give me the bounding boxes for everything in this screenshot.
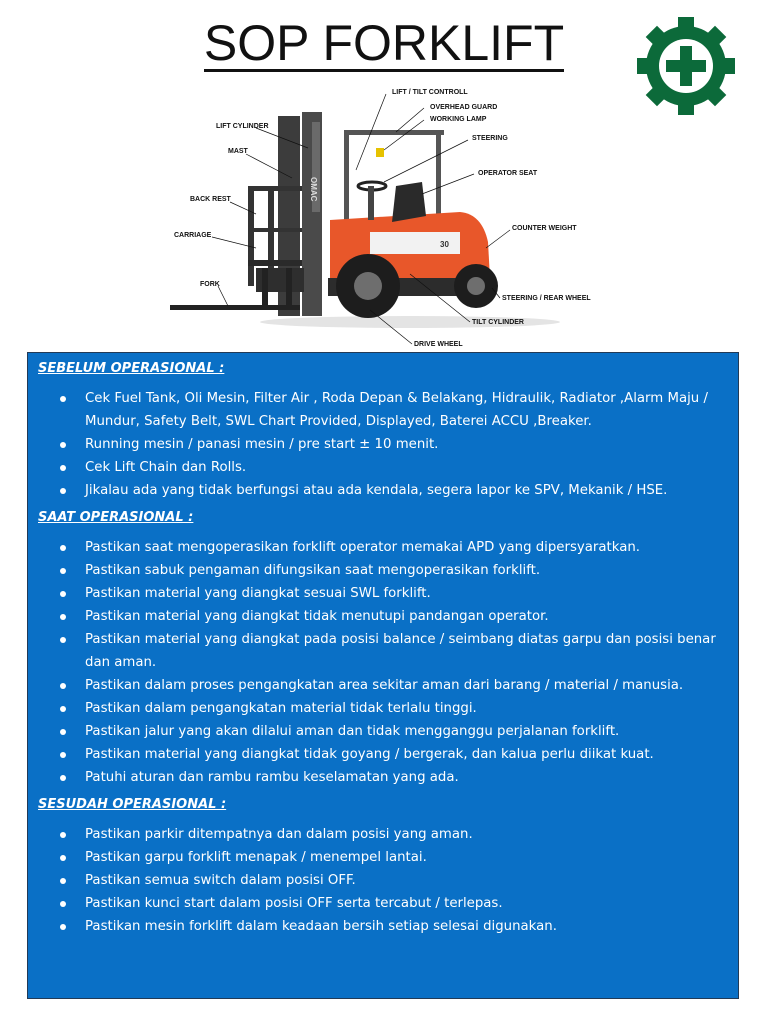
list-item: Running mesin / panasi mesin / pre start ± 10 menit. <box>38 433 728 456</box>
body-model: 30 <box>440 240 449 249</box>
list-item: Pastikan mesin forklift dalam keadaan bersih setiap selesai digunakan. <box>38 915 728 938</box>
label-working-lamp: WORKING LAMP <box>430 116 487 123</box>
list-item: Pastikan material yang diangkat pada posisi balance / seimbang diatas garpu dan posisi benar dan aman. <box>38 628 728 674</box>
section-heading: SESUDAH OPERASIONAL : <box>38 797 227 812</box>
page-title-text: SOP FORKLIFT <box>203 15 565 71</box>
list-item: Pastikan sabuk pengaman difungsikan saat mengoperasikan forklift. <box>38 559 728 582</box>
k3-safety-gear-cross-icon <box>630 16 742 116</box>
label-lift-cylinder: LIFT CYLINDER <box>216 123 269 130</box>
list-item: Jikalau ada yang tidak berfungsi atau ada kendala, segera lapor ke SPV, Mekanik / HSE. <box>38 479 728 502</box>
section-sesudah <box>38 795 728 938</box>
list-item: Pastikan dalam proses pengangkatan area sekitar aman dari barang / material / manusia. <box>38 674 728 697</box>
label-fork: FORK <box>200 281 220 288</box>
label-steering: STEERING <box>472 135 508 142</box>
list-item: Pastikan kunci start dalam posisi OFF serta tercabut / terlepas. <box>38 892 728 915</box>
label-steering-rear-wheel: STEERING / REAR WHEEL <box>502 295 591 302</box>
section-saat <box>38 508 728 789</box>
label-counter-weight: COUNTER WEIGHT <box>512 225 577 232</box>
checklist <box>38 823 728 938</box>
label-back-rest: BACK REST <box>190 196 231 203</box>
sop-panel <box>27 352 739 999</box>
label-tilt-cylinder: TILT CYLINDER <box>472 319 524 326</box>
list-item: Cek Fuel Tank, Oli Mesin, Filter Air , Roda Depan & Belakang, Hidraulik, Radiator ,Alarm Maju / Mundur, Safety Belt, SWL Chart Provided, Displayed, Baterei ACCU ,Breaker. <box>38 387 728 433</box>
list-item: Pastikan saat mengoperasikan forklift operator memakai APD yang dipersyaratkan. <box>38 536 728 559</box>
checklist <box>38 536 728 789</box>
label-overhead-guard: OVERHEAD GUARD <box>430 104 498 111</box>
checklist <box>38 387 728 502</box>
section-heading: SAAT OPERASIONAL : <box>38 510 194 525</box>
list-item: Patuhi aturan dan rambu rambu keselamatan yang ada. <box>38 766 728 789</box>
list-item: Pastikan parkir ditempatnya dan dalam posisi yang aman. <box>38 823 728 846</box>
list-item: Pastikan jalur yang akan dilalui aman dan tidak mengganggu perjalanan forklift. <box>38 720 728 743</box>
section-sebelum <box>38 359 728 502</box>
forklift-diagram <box>160 82 620 352</box>
list-item: Pastikan material yang diangkat tidak goyang / bergerak, dan kalua perlu diikat kuat. <box>38 743 728 766</box>
label-carriage: CARRIAGE <box>174 232 212 239</box>
list-item: Pastikan material yang diangkat tidak menutupi pandangan operator. <box>38 605 728 628</box>
section-heading: SEBELUM OPERASIONAL : <box>38 361 225 376</box>
list-item: Pastikan semua switch dalam posisi OFF. <box>38 869 728 892</box>
label-drive-wheel: DRIVE WHEEL <box>414 341 463 348</box>
list-item: Pastikan dalam pengangkatan material tidak terlalu tinggi. <box>38 697 728 720</box>
label-lift-tilt-controll: LIFT / TILT CONTROLL <box>392 89 468 96</box>
label-operator-seat: OPERATOR SEAT <box>478 170 538 177</box>
mast-brand: OMAC <box>309 177 318 202</box>
label-mast: MAST <box>228 148 248 155</box>
list-item: Cek Lift Chain dan Rolls. <box>38 456 728 479</box>
list-item: Pastikan material yang diangkat sesuai SWL forklift. <box>38 582 728 605</box>
list-item: Pastikan garpu forklift menapak / menempel lantai. <box>38 846 728 869</box>
